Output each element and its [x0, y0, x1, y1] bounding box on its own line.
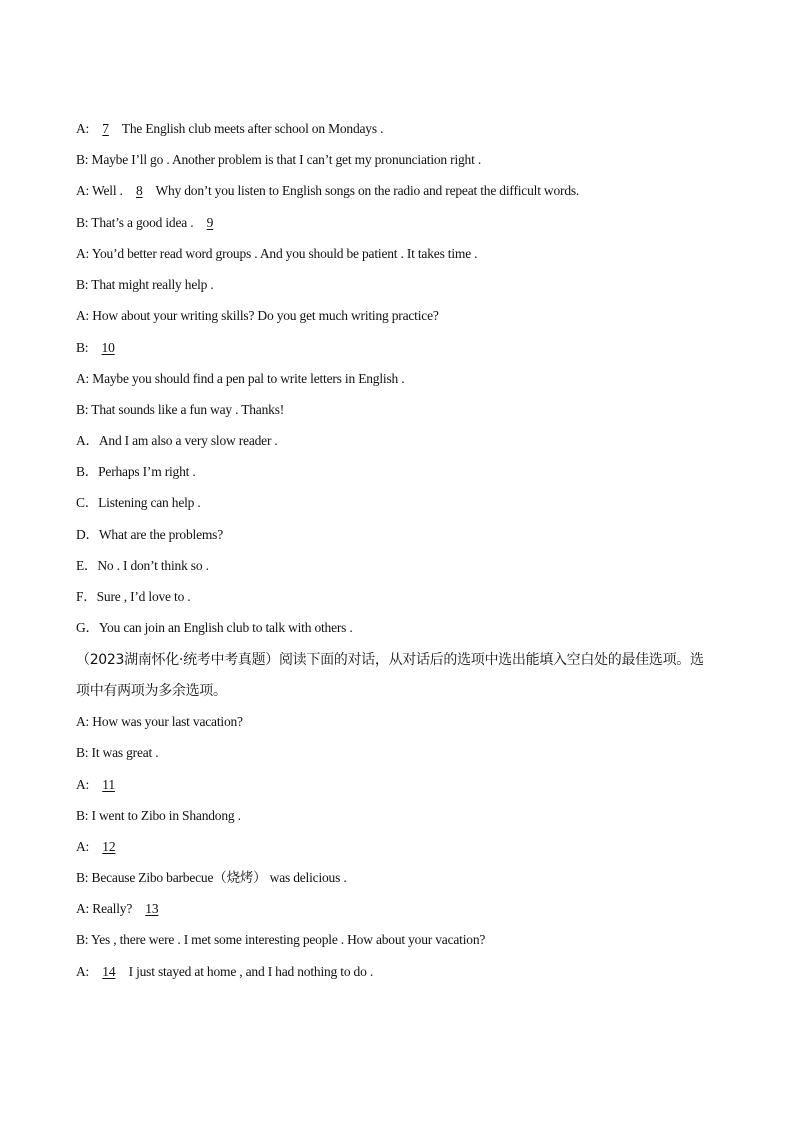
speaker-text: B: That’s a good idea .	[76, 215, 194, 230]
dialogue-line	[76, 182, 579, 200]
dialogue-line	[76, 307, 439, 325]
dialogue-line	[76, 744, 158, 762]
dialogue-line	[76, 245, 477, 263]
dialogue-line	[76, 713, 243, 731]
line-text: A: How about your writing skills? Do you get much writing practice?	[76, 308, 439, 323]
dialogue-line	[76, 151, 481, 169]
answer-blank-7[interactable]: 7	[102, 121, 109, 136]
line-text: Why don’t you listen to English songs on the radio and repeat the difficult words.	[155, 183, 580, 198]
line-text: A: Maybe you should find a pen pal to write letters in English .	[76, 371, 405, 386]
instruction-line-2: 项中有两项为多余选项。	[76, 683, 227, 699]
dialogue-line	[76, 869, 347, 887]
dialogue-line	[76, 900, 168, 918]
speaker-text: A: Really?	[76, 901, 133, 916]
answer-blank-10[interactable]: 10	[101, 340, 115, 355]
option-c: C．Listening can help .	[76, 495, 201, 510]
answer-blank-13[interactable]: 13	[145, 901, 159, 916]
speaker: A:	[76, 964, 90, 979]
answer-blank-11[interactable]: 11	[102, 777, 115, 792]
option-f: F．Sure , I’d love to .	[76, 589, 191, 604]
speaker: A:	[76, 121, 90, 136]
line-text: I just stayed at home , and I had nothing to do .	[128, 964, 373, 979]
dialogue-line	[76, 214, 223, 232]
answer-blank-8[interactable]: 8	[135, 183, 143, 198]
dialogue-line	[76, 963, 373, 981]
line-text: B: Maybe I’ll go . Another problem is that I can’t get my pronunciation right .	[76, 152, 481, 167]
line-text: B: Because Zibo barbecue（烧烤） was delicious .	[76, 870, 347, 885]
line-text: B: Yes , there were . I met some interesting people . How about your vacation?	[76, 932, 486, 947]
instruction-line-1: （2023湖南怀化·统考中考真题）阅读下面的对话，从对话后的选项中选出能填入空白处的最佳选项。选	[76, 652, 704, 668]
line-text: B: That sounds like a fun way . Thanks!	[76, 402, 285, 417]
option-a: A．And I am also a very slow reader .	[76, 433, 278, 448]
option-b: B．Perhaps I’m right .	[76, 464, 196, 479]
dialogue-line	[76, 401, 284, 419]
dialogue-line	[76, 370, 404, 388]
dialogue-line	[76, 776, 125, 794]
speaker: A:	[76, 839, 90, 854]
line-text: A: You’d better read word groups . And you should be patient . It takes time .	[76, 246, 478, 261]
option-e: E．No . I don’t think so .	[76, 558, 209, 573]
line-text: A: How was your last vacation?	[76, 714, 243, 729]
dialogue-line	[76, 120, 383, 138]
option-g: G．You can join an English club to talk with others .	[76, 620, 353, 635]
dialogue-line	[76, 838, 125, 856]
speaker-text: A: Well .	[76, 183, 123, 198]
dialogue-line	[76, 339, 125, 357]
answer-blank-9[interactable]: 9	[206, 215, 214, 230]
line-text: B: I went to Zibo in Shandong .	[76, 808, 241, 823]
dialogue-line	[76, 931, 485, 949]
line-text: The English club meets after school on Mondays .	[121, 121, 384, 136]
dialogue-line	[76, 807, 241, 825]
dialogue-line	[76, 276, 214, 294]
line-text: B: That might really help .	[76, 277, 214, 292]
answer-blank-14[interactable]: 14	[102, 964, 116, 979]
answer-blank-12[interactable]: 12	[102, 839, 116, 854]
line-text: B: It was great .	[76, 745, 159, 760]
speaker: B:	[76, 340, 89, 355]
option-d: D．What are the problems?	[76, 527, 224, 542]
speaker: A:	[76, 777, 90, 792]
